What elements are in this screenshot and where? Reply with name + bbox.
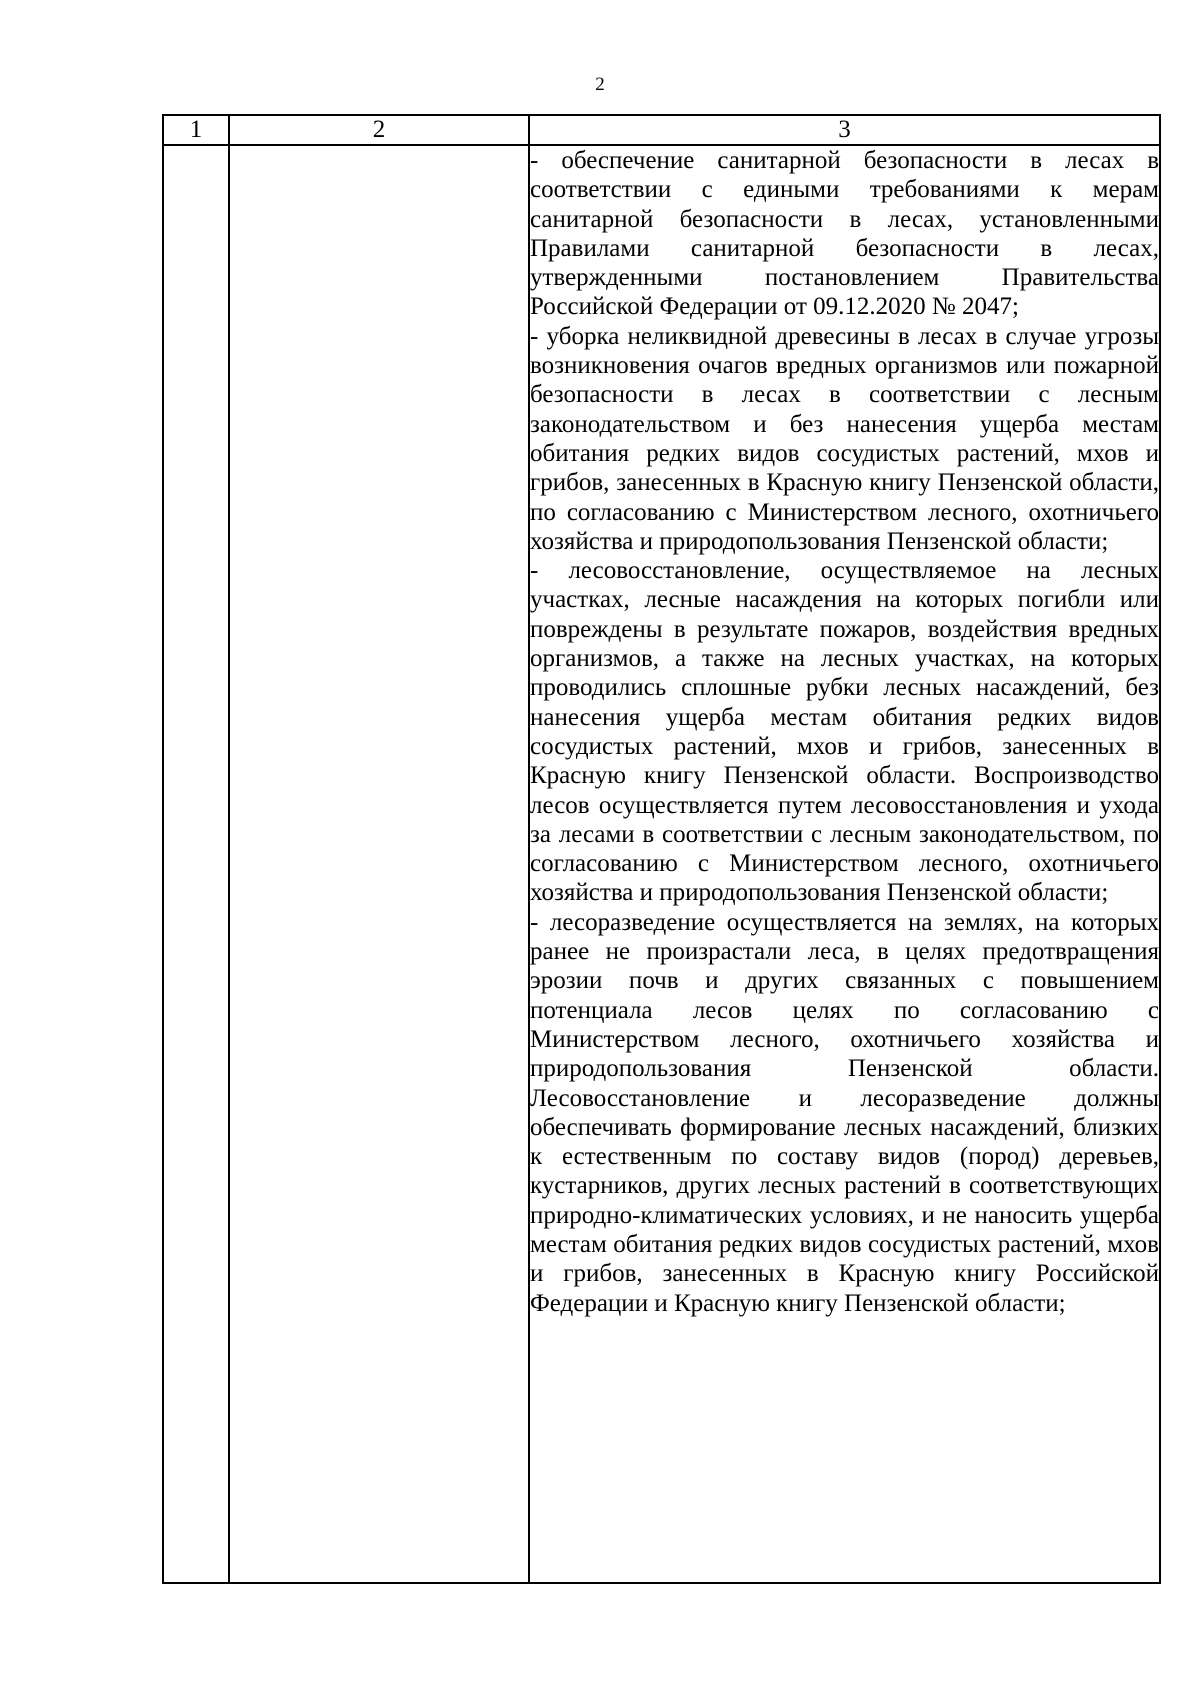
cell-column-2 xyxy=(229,145,529,1583)
paragraph-sanitary-safety: - обеспечение санитарной безопасности в лесах в соответствии с едиными требованиями к мерам санитарной безопасности в лесах, установленными Правилами санитарной безопасности в лесах, утвержденными постановлением Правительства Российской Федерации от 09.12.2020 № 2047; xyxy=(530,147,1159,321)
table-row xyxy=(163,145,1160,1583)
header-cell-2: 2 xyxy=(229,115,529,145)
document-table xyxy=(162,114,1161,1584)
header-cell-3: 3 xyxy=(529,115,1160,145)
cell-column-1 xyxy=(163,145,229,1583)
page-number: 2 xyxy=(595,74,605,95)
table-header-row xyxy=(163,115,1160,145)
cell-column-3 xyxy=(529,145,1160,1583)
paragraph-reforestation: - лесовосстановление, осуществляемое на лесных участках, лесные насаждения на которых погибли или повреждены в результате пожаров, воздействия вредных организмов, а также на лесных участках, на которых проводились сплошные рубки лесных насаждений, без нанесения ущерба местам обитания редких видов сосудистых растений, мхов и грибов, занесенных в Красную книгу Пензенской области. Воспроизводство лесов осуществляется путем лесовосстановления и ухода за лесами в соответствии с лесным законодательством, по согласованию с Министерством лесного, охотничьего хозяйства и природопользования Пензенской области; xyxy=(530,557,1159,907)
paragraph-deadwood-cleanup: - уборка неликвидной древесины в лесах в случае угрозы возникновения очагов вредных организмов или пожарной безопасности в лесах в соответствии с лесным законодательством и без нанесения ущерба местам обитания редких видов сосудистых растений, мхов и грибов, занесенных в Красную книгу Пензенской области, по согласованию с Министерством лесного, охотничьего хозяйства и природопользования Пензенской области; xyxy=(530,322,1159,555)
paragraph-afforestation: - лесоразведение осуществляется на землях, на которых ранее не произрастали леса, в целях предотвращения эрозии почв и других связанных с повышением потенциала лесов целях по согласованию с Министерством лесного, охотничьего хозяйства и природопользования Пензенской области. Лесовосстановление и лесоразведение должны обеспечивать формирование лесных насаждений, близких к естественным по составу видов (пород) деревьев, кустарников, других лесных растений в соответствующих природно-климатических условиях, и не наносить ущерба местам обитания редких видов сосудистых растений, мхов и грибов, занесенных в Красную книгу Российской Федерации и Красную книгу Пензенской области; xyxy=(530,908,1159,1317)
header-cell-1: 1 xyxy=(163,115,229,145)
